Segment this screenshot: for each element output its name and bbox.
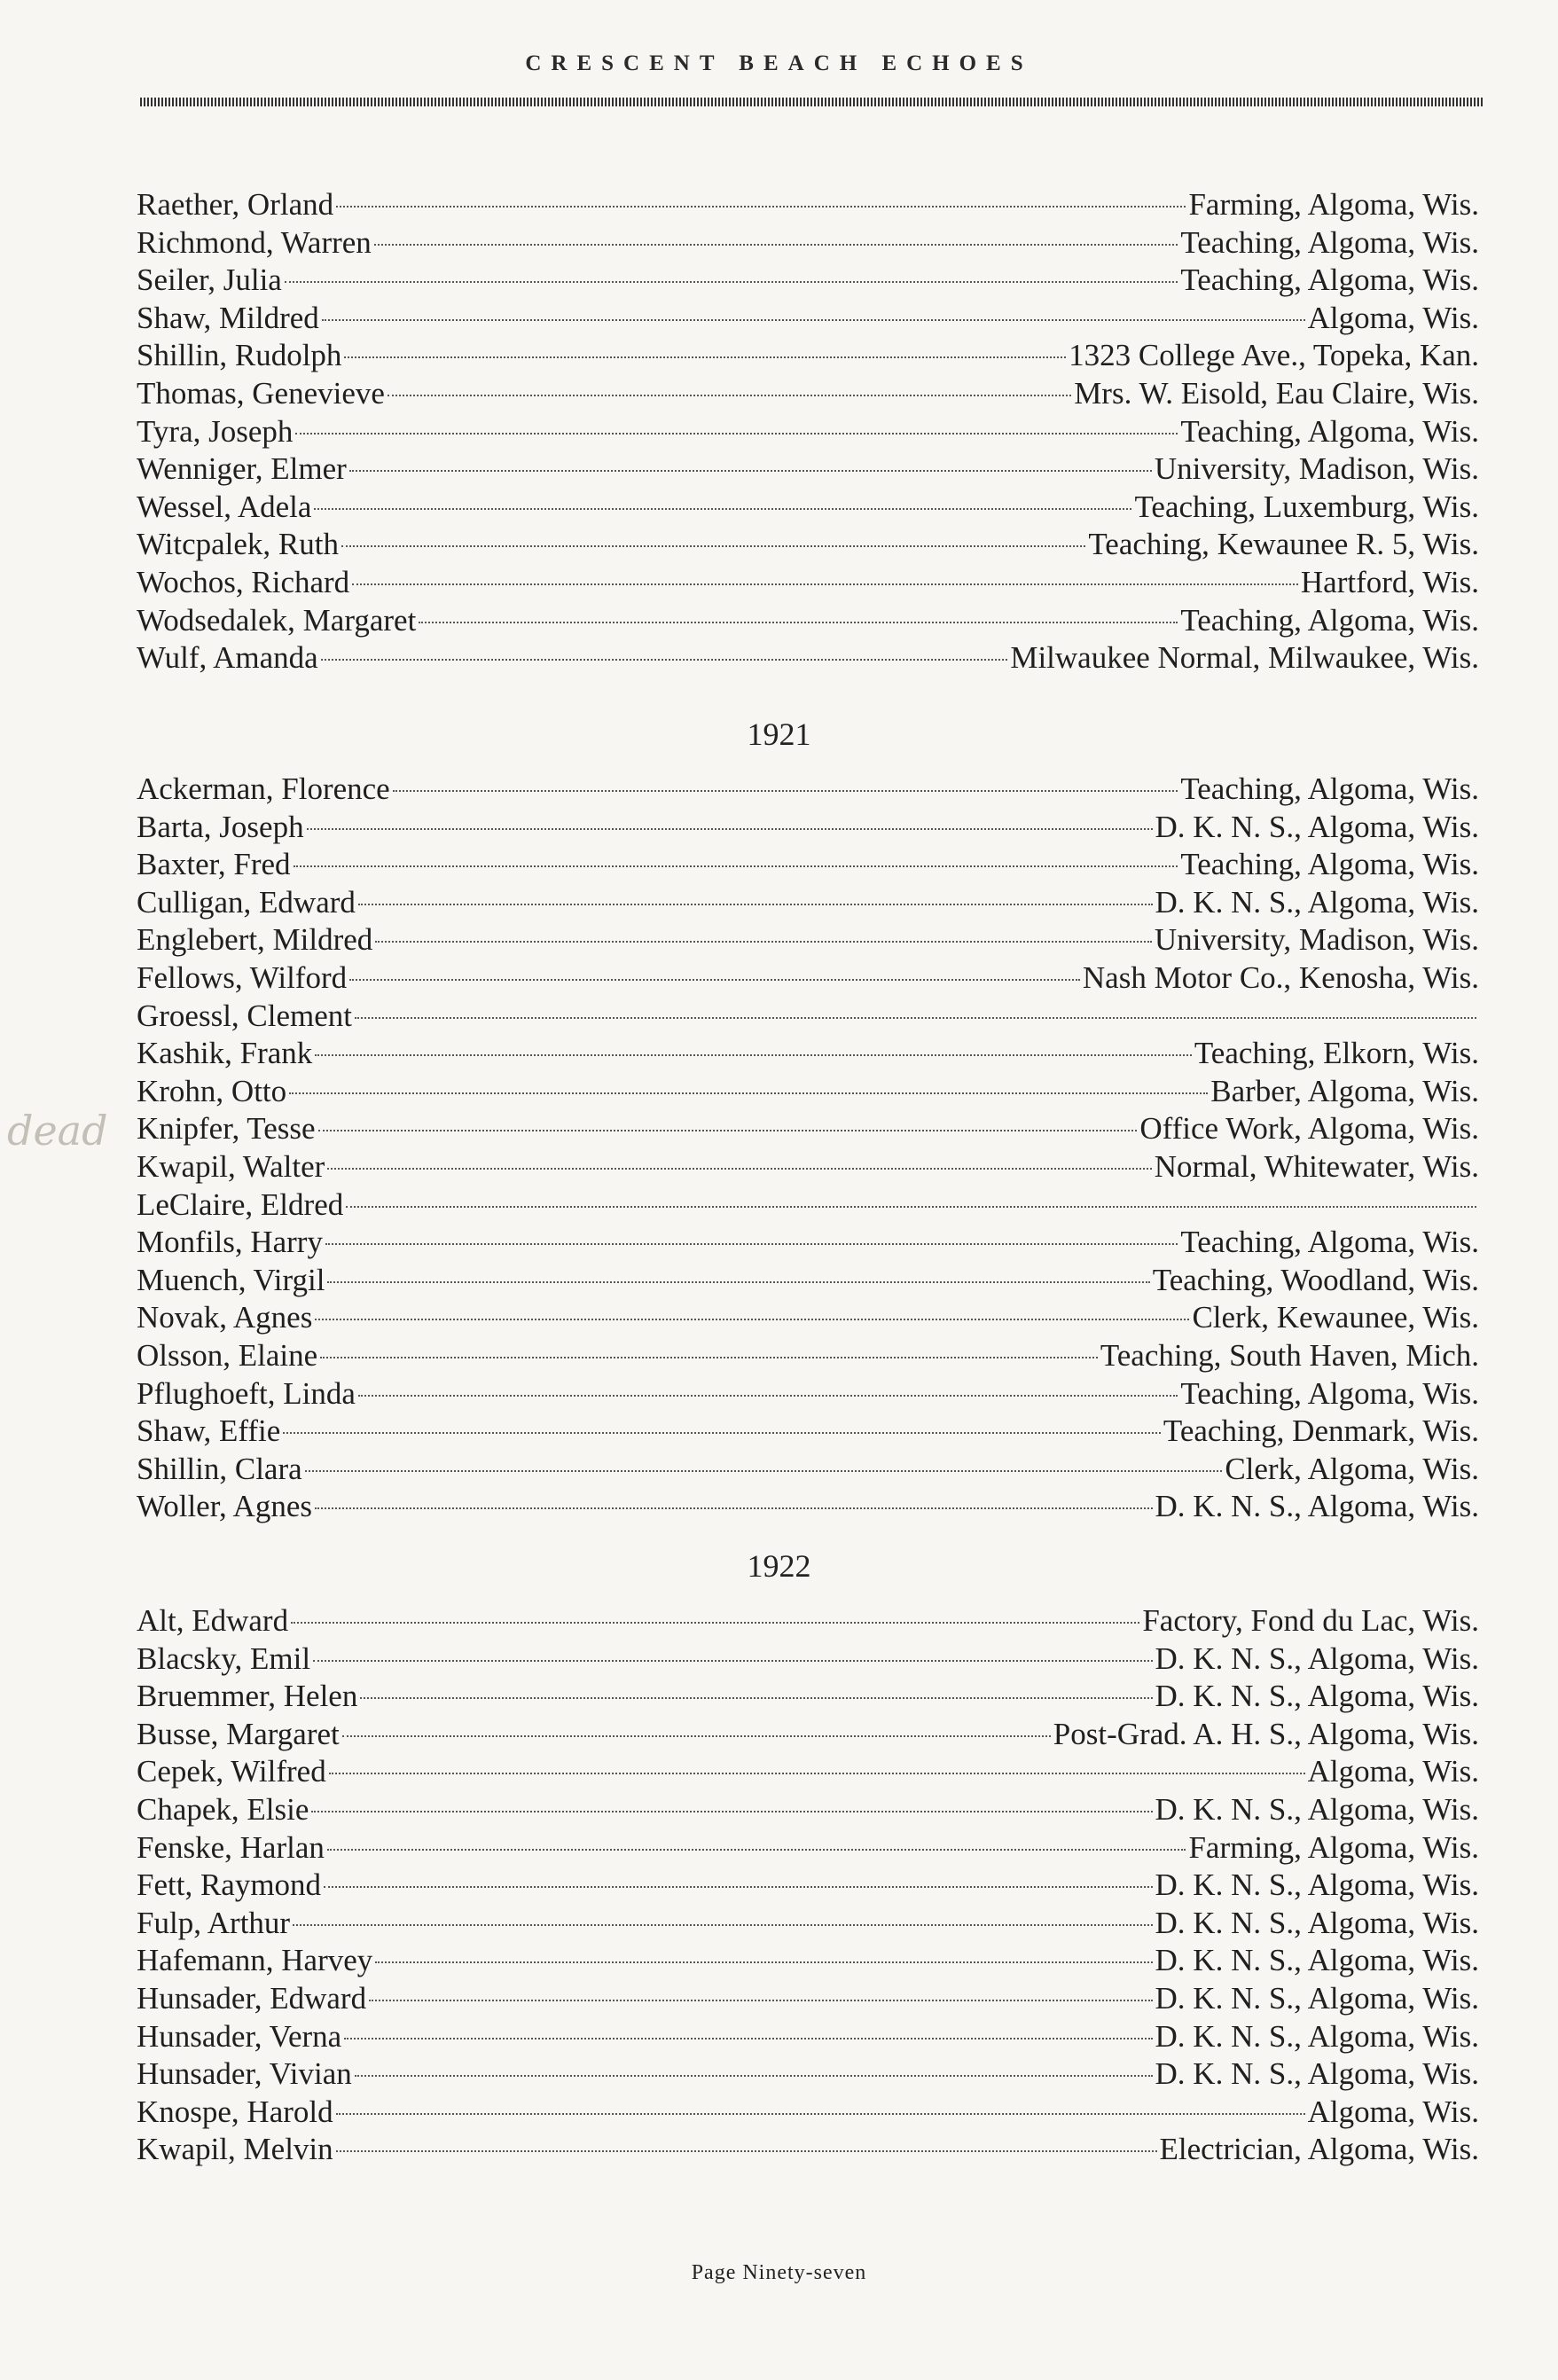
alumni-name: Wodsedalek, Margaret xyxy=(137,602,417,638)
alumni-entry xyxy=(137,564,1479,602)
alumni-entry xyxy=(137,1413,1479,1451)
alumni-location: Electrician, Algoma, Wis. xyxy=(1159,2132,1479,2167)
alumni-location: D. K. N. S., Algoma, Wis. xyxy=(1155,2018,1479,2054)
alumni-name: Busse, Margaret xyxy=(137,1716,340,1751)
page-header: CRESCENT BEACH ECHOES xyxy=(525,51,1033,75)
alumni-location: Algoma, Wis. xyxy=(1307,2094,1479,2129)
alumni-entry xyxy=(137,921,1479,959)
dot-leader xyxy=(375,1961,1152,1963)
alumni-entry xyxy=(137,1829,1479,1867)
alumni-location: Teaching, South Haven, Mich. xyxy=(1100,1337,1479,1373)
alumni-name: Kwapil, Melvin xyxy=(137,2132,333,2167)
alumni-location: Teaching, Algoma, Wis. xyxy=(1180,1375,1479,1411)
alumni-entry xyxy=(137,262,1479,300)
alumni-location: Hartford, Wis. xyxy=(1300,564,1479,599)
alumni-entry xyxy=(137,2094,1479,2132)
alumni-name: Hunsader, Edward xyxy=(137,1980,367,2016)
alumni-location: Farming, Algoma, Wis. xyxy=(1188,187,1479,222)
alumni-name: Englebert, Mildred xyxy=(137,922,373,958)
dot-leader xyxy=(355,1017,1476,1019)
alumni-name: Shillin, Clara xyxy=(137,1451,302,1486)
dot-leader xyxy=(295,433,1178,435)
dot-leader xyxy=(321,659,1008,661)
alumni-name: Fellows, Wilford xyxy=(137,959,348,995)
alumni-entry xyxy=(137,1602,1479,1640)
alumni-name: Bruemmer, Helen xyxy=(137,1679,358,1714)
alumni-name: Hunsader, Verna xyxy=(137,2018,342,2054)
alumni-entry xyxy=(137,1224,1479,1262)
dot-leader xyxy=(294,865,1178,867)
alumni-location: Teaching, Luxemburg, Wis. xyxy=(1134,489,1479,524)
alumni-name: Muench, Virgil xyxy=(137,1262,325,1297)
alumni-location: Teaching, Kewaunee R. 5, Wis. xyxy=(1088,527,1479,562)
alumni-entry xyxy=(137,1640,1479,1679)
alumni-section-1921 xyxy=(137,771,1479,1526)
alumni-name: Olsson, Elaine xyxy=(137,1337,318,1373)
alumni-entry xyxy=(137,1073,1479,1111)
alumni-name: Blacsky, Emil xyxy=(137,1640,311,1676)
alumni-entry xyxy=(137,300,1479,338)
alumni-entry xyxy=(137,224,1479,262)
alumni-location: University, Madison, Wis. xyxy=(1154,922,1479,958)
alumni-entry xyxy=(137,1716,1479,1754)
alumni-location: Algoma, Wis. xyxy=(1307,300,1479,335)
alumni-name: Shillin, Rudolph xyxy=(137,338,342,373)
dot-leader xyxy=(374,244,1178,246)
alumni-entry xyxy=(137,639,1479,677)
dot-leader xyxy=(293,1924,1152,1926)
alumni-entry xyxy=(137,1678,1479,1716)
alumni-location: D. K. N. S., Algoma, Wis. xyxy=(1155,1867,1479,1903)
alumni-location: Teaching, Algoma, Wis. xyxy=(1180,413,1479,449)
alumni-name: Barta, Joseph xyxy=(137,809,304,844)
dot-leader xyxy=(315,1507,1153,1509)
alumni-entry xyxy=(137,1110,1479,1148)
dot-leader xyxy=(325,1243,1178,1245)
alumni-entry xyxy=(137,998,1479,1036)
alumni-location: D. K. N. S., Algoma, Wis. xyxy=(1155,1980,1479,2016)
dot-leader xyxy=(336,206,1186,207)
alumni-entry xyxy=(137,771,1479,809)
alumni-name: Tyra, Joseph xyxy=(137,413,294,449)
alumni-location: Teaching, Algoma, Wis. xyxy=(1180,847,1479,882)
alumni-location: Post-Grad. A. H. S., Algoma, Wis. xyxy=(1053,1716,1479,1751)
dot-leader xyxy=(315,1319,1189,1320)
dot-leader xyxy=(314,508,1131,510)
alumni-entry xyxy=(137,1035,1479,1073)
alumni-location: Normal, Whitewater, Wis. xyxy=(1154,1148,1479,1184)
dot-leader xyxy=(336,2113,1305,2115)
alumni-location: Office Work, Algoma, Wis. xyxy=(1139,1111,1479,1147)
alumni-location: D. K. N. S., Algoma, Wis. xyxy=(1155,809,1479,844)
alumni-location: Nash Motor Co., Kenosha, Wis. xyxy=(1082,959,1479,995)
dot-leader xyxy=(419,622,1178,623)
alumni-entry xyxy=(137,526,1479,564)
alumni-location: 1323 College Ave., Topeka, Kan. xyxy=(1069,338,1479,373)
alumni-name: Ackerman, Florence xyxy=(137,771,390,806)
alumni-name: Seiler, Julia xyxy=(137,262,282,298)
alumni-entry xyxy=(137,1980,1479,2018)
dot-leader xyxy=(375,941,1152,943)
alumni-name: Alt, Edward xyxy=(137,1603,289,1638)
alumni-name: Pflughoeft, Linda xyxy=(137,1375,356,1411)
alumni-location: Clerk, Algoma, Wis. xyxy=(1225,1451,1479,1486)
dot-leader xyxy=(322,319,1305,321)
alumni-name: LeClaire, Eldred xyxy=(137,1186,344,1222)
dot-leader xyxy=(341,545,1085,547)
dot-leader xyxy=(305,1470,1223,1472)
dot-leader xyxy=(344,356,1066,358)
alumni-name: Fett, Raymond xyxy=(137,1867,322,1903)
dot-leader xyxy=(285,281,1178,283)
alumni-location: Teaching, Denmark, Wis. xyxy=(1163,1413,1479,1449)
dot-leader xyxy=(311,1811,1152,1812)
alumni-name: Cepek, Wilfred xyxy=(137,1754,326,1789)
alumni-location: D. K. N. S., Algoma, Wis. xyxy=(1155,1905,1479,1940)
alumni-location: Teaching, Algoma, Wis. xyxy=(1180,771,1479,806)
alumni-name: Hafemann, Harvey xyxy=(137,1943,373,1978)
alumni-name: Wochos, Richard xyxy=(137,564,350,599)
alumni-entry xyxy=(137,2018,1479,2056)
alumni-entry xyxy=(137,846,1479,884)
alumni-entry xyxy=(137,602,1479,640)
alumni-entry xyxy=(137,1791,1479,1829)
alumni-entry xyxy=(137,1337,1479,1375)
page-number: Page Ninety-seven xyxy=(691,2261,867,2284)
alumni-entry xyxy=(137,1905,1479,1943)
alumni-name: Monfils, Harry xyxy=(137,1225,323,1260)
dot-leader xyxy=(336,2150,1157,2152)
alumni-location: D. K. N. S., Algoma, Wis. xyxy=(1155,1791,1479,1827)
handwritten-margin-note: dead xyxy=(7,1107,108,1155)
alumni-name: Wenniger, Elmer xyxy=(137,451,347,487)
alumni-name: Knipfer, Tesse xyxy=(137,1111,316,1147)
alumni-entry xyxy=(137,1867,1479,1905)
alumni-section-1922 xyxy=(137,1602,1479,2169)
alumni-entry xyxy=(137,1299,1479,1337)
alumni-name: Culligan, Edward xyxy=(137,884,356,920)
alumni-entry xyxy=(137,1262,1479,1300)
dot-leader xyxy=(315,1054,1192,1056)
alumni-entry xyxy=(137,1488,1479,1526)
dot-leader xyxy=(349,470,1152,472)
dot-leader xyxy=(355,2075,1153,2077)
year-heading-1921: 1921 xyxy=(747,716,811,752)
alumni-location: Algoma, Wis. xyxy=(1307,1754,1479,1789)
alumni-location: Milwaukee Normal, Milwaukee, Wis. xyxy=(1010,640,1479,676)
alumni-entry xyxy=(137,1148,1479,1186)
dot-leader xyxy=(369,2000,1152,2001)
alumni-entry xyxy=(137,413,1479,451)
alumni-entry xyxy=(137,186,1479,224)
alumni-name: Wessel, Adela xyxy=(137,489,312,524)
alumni-location: D. K. N. S., Algoma, Wis. xyxy=(1155,2056,1479,2092)
alumni-entry xyxy=(137,375,1479,413)
alumni-entry xyxy=(137,2131,1479,2169)
header-rule xyxy=(140,98,1484,106)
alumni-location: D. K. N. S., Algoma, Wis. xyxy=(1155,884,1479,920)
alumni-name: Kwapil, Walter xyxy=(137,1148,325,1184)
dot-leader xyxy=(360,1697,1152,1699)
alumni-entry xyxy=(137,1753,1479,1791)
alumni-location: Teaching, Elkorn, Wis. xyxy=(1194,1036,1479,1071)
dot-leader xyxy=(291,1622,1139,1624)
alumni-name: Knospe, Harold xyxy=(137,2094,333,2129)
alumni-location: Teaching, Algoma, Wis. xyxy=(1180,602,1479,638)
dot-leader xyxy=(358,904,1153,905)
alumni-name: Groessl, Clement xyxy=(137,998,353,1033)
alumni-entry xyxy=(137,1186,1479,1225)
dot-leader xyxy=(289,1092,1208,1094)
alumni-location: Factory, Fond du Lac, Wis. xyxy=(1142,1603,1479,1638)
alumni-name: Hunsader, Vivian xyxy=(137,2056,352,2092)
dot-leader xyxy=(324,1886,1152,1888)
alumni-location: Farming, Algoma, Wis. xyxy=(1188,1829,1479,1865)
alumni-name: Wulf, Amanda xyxy=(137,640,318,676)
alumni-name: Novak, Agnes xyxy=(137,1300,313,1335)
dot-leader xyxy=(352,583,1298,585)
alumni-location: Mrs. W. Eisold, Eau Claire, Wis. xyxy=(1074,375,1479,411)
alumni-entry xyxy=(137,489,1479,527)
alumni-entry xyxy=(137,1942,1479,1980)
alumni-location: Teaching, Algoma, Wis. xyxy=(1180,262,1479,298)
alumni-name: Witcpalek, Ruth xyxy=(137,527,339,562)
alumni-name: Fulp, Arthur xyxy=(137,1905,291,1940)
dot-leader xyxy=(327,1281,1149,1283)
dot-leader xyxy=(349,979,1080,981)
dot-leader xyxy=(318,1130,1138,1131)
alumni-location: Teaching, Algoma, Wis. xyxy=(1180,224,1479,260)
alumni-location: D. K. N. S., Algoma, Wis. xyxy=(1155,1943,1479,1978)
alumni-name: Fenske, Harlan xyxy=(137,1829,325,1865)
dot-leader xyxy=(327,1849,1186,1851)
alumni-location: D. K. N. S., Algoma, Wis. xyxy=(1155,1489,1479,1524)
dot-leader xyxy=(358,1395,1178,1397)
dot-leader xyxy=(329,1773,1305,1774)
alumni-location: Clerk, Kewaunee, Wis. xyxy=(1192,1300,1479,1335)
dot-leader xyxy=(283,1432,1161,1434)
alumni-name: Shaw, Effie xyxy=(137,1413,281,1449)
dot-leader xyxy=(346,1206,1476,1208)
dot-leader xyxy=(307,828,1153,830)
alumni-location: Teaching, Woodland, Wis. xyxy=(1152,1262,1479,1297)
alumni-location: D. K. N. S., Algoma, Wis. xyxy=(1155,1679,1479,1714)
alumni-entry xyxy=(137,337,1479,375)
alumni-name: Baxter, Fred xyxy=(137,847,291,882)
alumni-entry xyxy=(137,1451,1479,1489)
dot-leader xyxy=(393,790,1178,792)
alumni-name: Raether, Orland xyxy=(137,187,334,222)
dot-leader xyxy=(320,1357,1098,1358)
alumni-location: University, Madison, Wis. xyxy=(1154,451,1479,487)
alumni-location: Teaching, Algoma, Wis. xyxy=(1180,1225,1479,1260)
dot-leader xyxy=(388,395,1071,396)
dot-leader xyxy=(327,1168,1151,1170)
alumni-section-earlier xyxy=(137,186,1479,677)
alumni-entry xyxy=(137,2055,1479,2094)
alumni-name: Richmond, Warren xyxy=(137,224,372,260)
alumni-entry xyxy=(137,884,1479,922)
alumni-name: Chapek, Elsie xyxy=(137,1791,309,1827)
alumni-entry xyxy=(137,1375,1479,1413)
alumni-name: Kashik, Frank xyxy=(137,1036,313,1071)
dot-leader xyxy=(344,2038,1152,2039)
alumni-entry xyxy=(137,450,1479,489)
alumni-name: Shaw, Mildred xyxy=(137,300,319,335)
alumni-entry xyxy=(137,959,1479,998)
alumni-entry xyxy=(137,809,1479,847)
alumni-name: Woller, Agnes xyxy=(137,1489,312,1524)
alumni-location: Barber, Algoma, Wis. xyxy=(1210,1073,1479,1108)
dot-leader xyxy=(342,1735,1051,1737)
dot-leader xyxy=(313,1660,1152,1662)
alumni-name: Thomas, Genevieve xyxy=(137,375,385,411)
alumni-location: D. K. N. S., Algoma, Wis. xyxy=(1155,1640,1479,1676)
alumni-name: Krohn, Otto xyxy=(137,1073,287,1108)
year-heading-1922: 1922 xyxy=(747,1548,811,1584)
